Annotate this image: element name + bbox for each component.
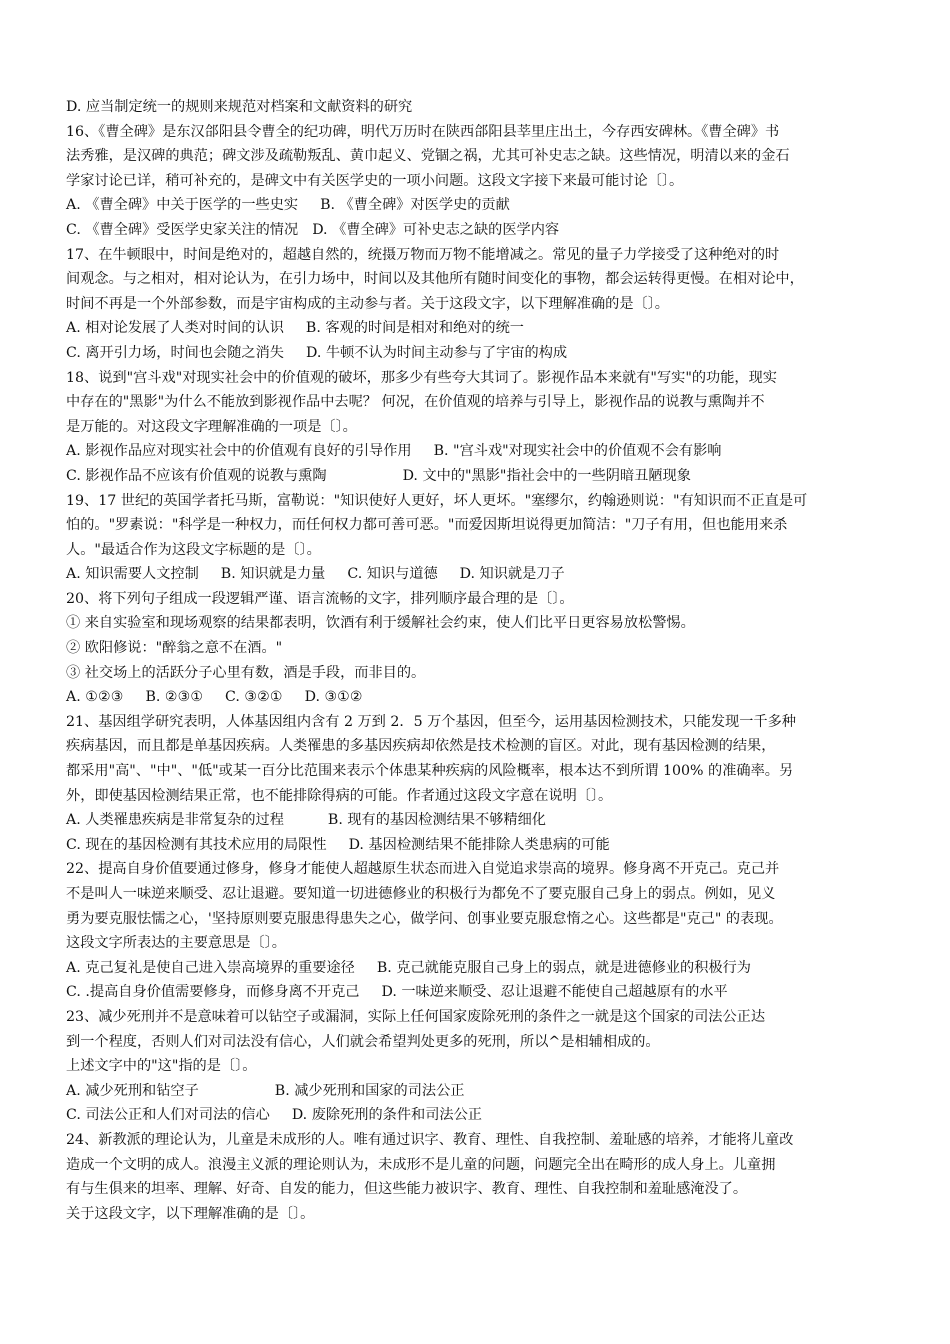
options-row bbox=[66, 218, 896, 243]
option-d: D. 文中的"黑影"指社会中的一些阴暗丑陋现象 bbox=[402, 467, 691, 484]
text-line: 都采用"高"、"中"、"低"或某一百分比范围来表示个体患某种疾病的风险概率，根本达不到所谓 100% 的准确率。另 bbox=[66, 763, 794, 780]
option-a: A. 《曹全碑》中关于医学的一些史实 bbox=[66, 197, 299, 214]
exam-page bbox=[66, 95, 896, 1226]
text-line: 上述文字中的"这"指的是〔〕。 bbox=[66, 1058, 257, 1075]
text-line: 时间不再是一个外部参数，而是宇宙构成的主动参与者。关于这段文字，以下理解准确的是〔〕。 bbox=[66, 295, 669, 312]
text-line: 外，即使基因检测结果正常，也不能排除得病的可能。作者通过这段文字意在说明〔〕。 bbox=[66, 787, 613, 804]
option-d: D. 一味逆来顺受、忍让退避不能使自己超越原有的水平 bbox=[381, 984, 728, 1001]
option-d: D. ③①② bbox=[304, 689, 363, 706]
option-b: B. 《曹全碑》对医学史的贡献 bbox=[320, 197, 510, 214]
option-c: C. 《曹全碑》受医学史家关注的情况 bbox=[66, 221, 299, 238]
text-line: 学家讨论已详，稍可补充的，是碑文中有关医学史的一项小问题。这段文字接下来最可能讨论〔〕。 bbox=[66, 172, 684, 189]
option-a: A. 克己复礼是使自己进入崇高境界的重要途径 bbox=[66, 959, 355, 976]
option-d: D. 知识就是刀子 bbox=[459, 566, 565, 583]
text-line: 不是叫人一味逆来顺受、忍让退避。要知道一切进德修业的积极行为都免不了要克服自己身上的弱点。例如，见义 bbox=[66, 886, 776, 902]
option-c: C. 现在的基因检测有其技术应用的局限性 bbox=[66, 836, 327, 853]
option-b: B. 减少死刑和国家的司法公正 bbox=[274, 1082, 465, 1099]
options-row bbox=[66, 439, 896, 464]
text-line: 到一个程度，否则人们对司法没有信心，人们就会希望判处更多的死刑，所以^是相辅相成的。 bbox=[66, 1033, 660, 1050]
options-row bbox=[66, 980, 896, 1005]
text-line: 法秀雅，是汉碑的典范；碑文涉及疏勒叛乱、黄巾起义、党锢之祸，尤其可补史志之缺。这些情况，明清以来的金石 bbox=[66, 148, 790, 165]
option-c: C. ③②① bbox=[225, 689, 283, 706]
text-line: 有与生俱来的坦率、理解、好奇、自发的能力，但这些能力被识字、教育、理性、自我控制和羞耻感淹没了。 bbox=[66, 1181, 748, 1198]
text-line: D. 应当制定统一的规则来规范对档案和文献资料的研究 bbox=[66, 99, 413, 115]
option-d: D. 牛顿不认为时间主动参与了宇宙的构成 bbox=[306, 344, 568, 361]
option-b: B. 客观的时间是相对和绝对的统一 bbox=[305, 320, 524, 337]
question-24-text: 24、新教派的理论认为，儿童是未成形的人。唯有通过识字、教育、理性、自我控制、羞耻感的培养，才能将儿童改 bbox=[66, 1131, 794, 1148]
option-d: D. 基因检测结果不能排除人类患病的可能 bbox=[348, 836, 610, 853]
option-d: D. 《曹全碑》可补史志之缺的医学内容 bbox=[312, 221, 560, 238]
sentence-3: ③ 社交场上的活跃分子心里有数，酒是手段，而非目的。 bbox=[66, 664, 426, 681]
option-b: B. ②③① bbox=[145, 689, 204, 706]
options-row bbox=[66, 833, 896, 858]
option-b: B. 克己就能克服自己身上的弱点，就是进德修业的积极行为 bbox=[376, 959, 751, 976]
question-18-text: 18、说到"宫斗戏"对现实社会中的价值观的破坏，那多少有些夸大其词了。影视作品本来就有"写实"的功能，现实 bbox=[66, 369, 777, 386]
option-a: A. 相对论发展了人类对时间的认识 bbox=[66, 320, 284, 337]
option-c: C. 影视作品不应该有价值观的说教与熏陶 bbox=[66, 467, 327, 484]
option-b: B. "宫斗戏"对现实社会中的价值观不会有影响 bbox=[433, 443, 722, 460]
options-row bbox=[66, 1079, 896, 1104]
sentence-2: ② 欧阳修说："醉翁之意不在酒。" bbox=[66, 640, 283, 657]
sentence-1: ① 来自实验室和现场观察的结果都表明，饮酒有利于缓解社会约束，使人们比平日更容易放松警惕。 bbox=[66, 615, 695, 632]
question-21-text: 21、基因组学研究表明，人体基因组内含有 2 万到 2．5 万个基因，但至今，运用基因检测技术，只能发现一千多种 bbox=[66, 713, 796, 730]
text-line: 怕的。"罗素说："科学是一种权力，而任何权力都可善可恶。"而爱因斯坦说得更加简洁："刀子有用，但也能用来杀 bbox=[66, 517, 788, 534]
option-c: C. 离开引力场，时间也会随之消失 bbox=[66, 344, 284, 361]
text-line: 这段文字所表达的主要意思是〔〕。 bbox=[66, 935, 286, 952]
options-row bbox=[66, 341, 896, 366]
question-20-text: 20、将下列句子组成一段逻辑严谨、语言流畅的文字，排列顺序最合理的是〔〕。 bbox=[66, 590, 574, 607]
option-d: D. 废除死刑的条件和司法公正 bbox=[291, 1107, 482, 1124]
options-row bbox=[66, 956, 896, 981]
options-row bbox=[66, 316, 896, 341]
option-a: A. 人类罹患疾病是非常复杂的过程 bbox=[66, 812, 284, 829]
options-row bbox=[66, 685, 896, 710]
options-row bbox=[66, 808, 896, 833]
text-line: 疾病基因，而且都是单基因疾病。人类罹患的多基因疾病却依然是技术检测的盲区。对此，现有基因检测的结果， bbox=[66, 738, 776, 755]
text-line: 中存在的"黑影"为什么不能放到影视作品中去呢？ 何况，在价值观的培养与引导上，影视作品的说教与熏陶并不 bbox=[66, 394, 765, 411]
option-c: C. 知识与道德 bbox=[347, 566, 438, 583]
question-16-text: 16、《曹全碑》是东汉郃阳县令曹全的纪功碑，明代万历时在陕西郃阳县莘里庄出土，今存西安碑林。《曹全碑》书 bbox=[66, 123, 780, 140]
option-c: C. 司法公正和人们对司法的信心 bbox=[66, 1107, 270, 1124]
text-line: 间观念。与之相对，相对论认为，在引力场中，时间以及其他所有随时间变化的事物，都会运转得更慢。在相对论中， bbox=[66, 271, 804, 288]
options-row bbox=[66, 562, 896, 587]
option-a: A. 影视作品应对现实社会中的价值观有良好的引导作用 bbox=[66, 443, 412, 460]
option-b: B. 知识就是力量 bbox=[220, 566, 326, 583]
question-19-text: 19、17 世纪的英国学者托马斯，富勒说："知识使好人更好，坏人更坏。"塞缪尔，约翰逊则说："有知识而不正直是可 bbox=[66, 492, 808, 509]
text-line: 人。"最适合作为这段文字标题的是〔〕。 bbox=[66, 541, 321, 558]
question-22-text: 22、提高自身价值要通过修身，修身才能使人超越原生状态而进入自觉追求崇高的境界。修身离不开克己。克己并 bbox=[66, 861, 780, 878]
question-17-text: 17、在牛顿眼中，时间是绝对的，超越自然的，统摄万物而万物不能增减之。常见的量子力学接受了这种绝对的时 bbox=[66, 246, 780, 263]
option-a: A. ①②③ bbox=[66, 689, 124, 706]
text-line: 是万能的。对这段文字理解准确的一项是〔〕。 bbox=[66, 418, 357, 435]
option-b: B. 现有的基因检测结果不够精细化 bbox=[327, 812, 546, 829]
option-a: A. 减少死刑和钻空子 bbox=[66, 1082, 199, 1099]
options-row bbox=[66, 1103, 896, 1128]
option-a: A. 知识需要人文控制 bbox=[66, 566, 199, 583]
text-line: 造成一个文明的成人。浪漫主义派的理论则认为，未成形不是儿童的问题，问题完全出在畸形的成人身上。儿童拥 bbox=[66, 1156, 776, 1173]
question-23-text: 23、减少死刑并不是意味着可以钻空子或漏洞，实际上任何国家废除死刑的条件之一就是这个国家的司法公正达 bbox=[66, 1008, 766, 1025]
option-c: C. .提高自身价值需要修身，而修身离不开克己 bbox=[66, 984, 360, 1001]
text-line: 勇为要克服怯懦之心，'坚持原则要克服患得患失之心，做学问、创事业要克服怠惰之心。这些都是"克己" 的表现。 bbox=[66, 910, 783, 927]
text-line: 关于这段文字，以下理解准确的是〔〕。 bbox=[66, 1205, 315, 1222]
options-row bbox=[66, 464, 896, 489]
options-row bbox=[66, 193, 896, 218]
